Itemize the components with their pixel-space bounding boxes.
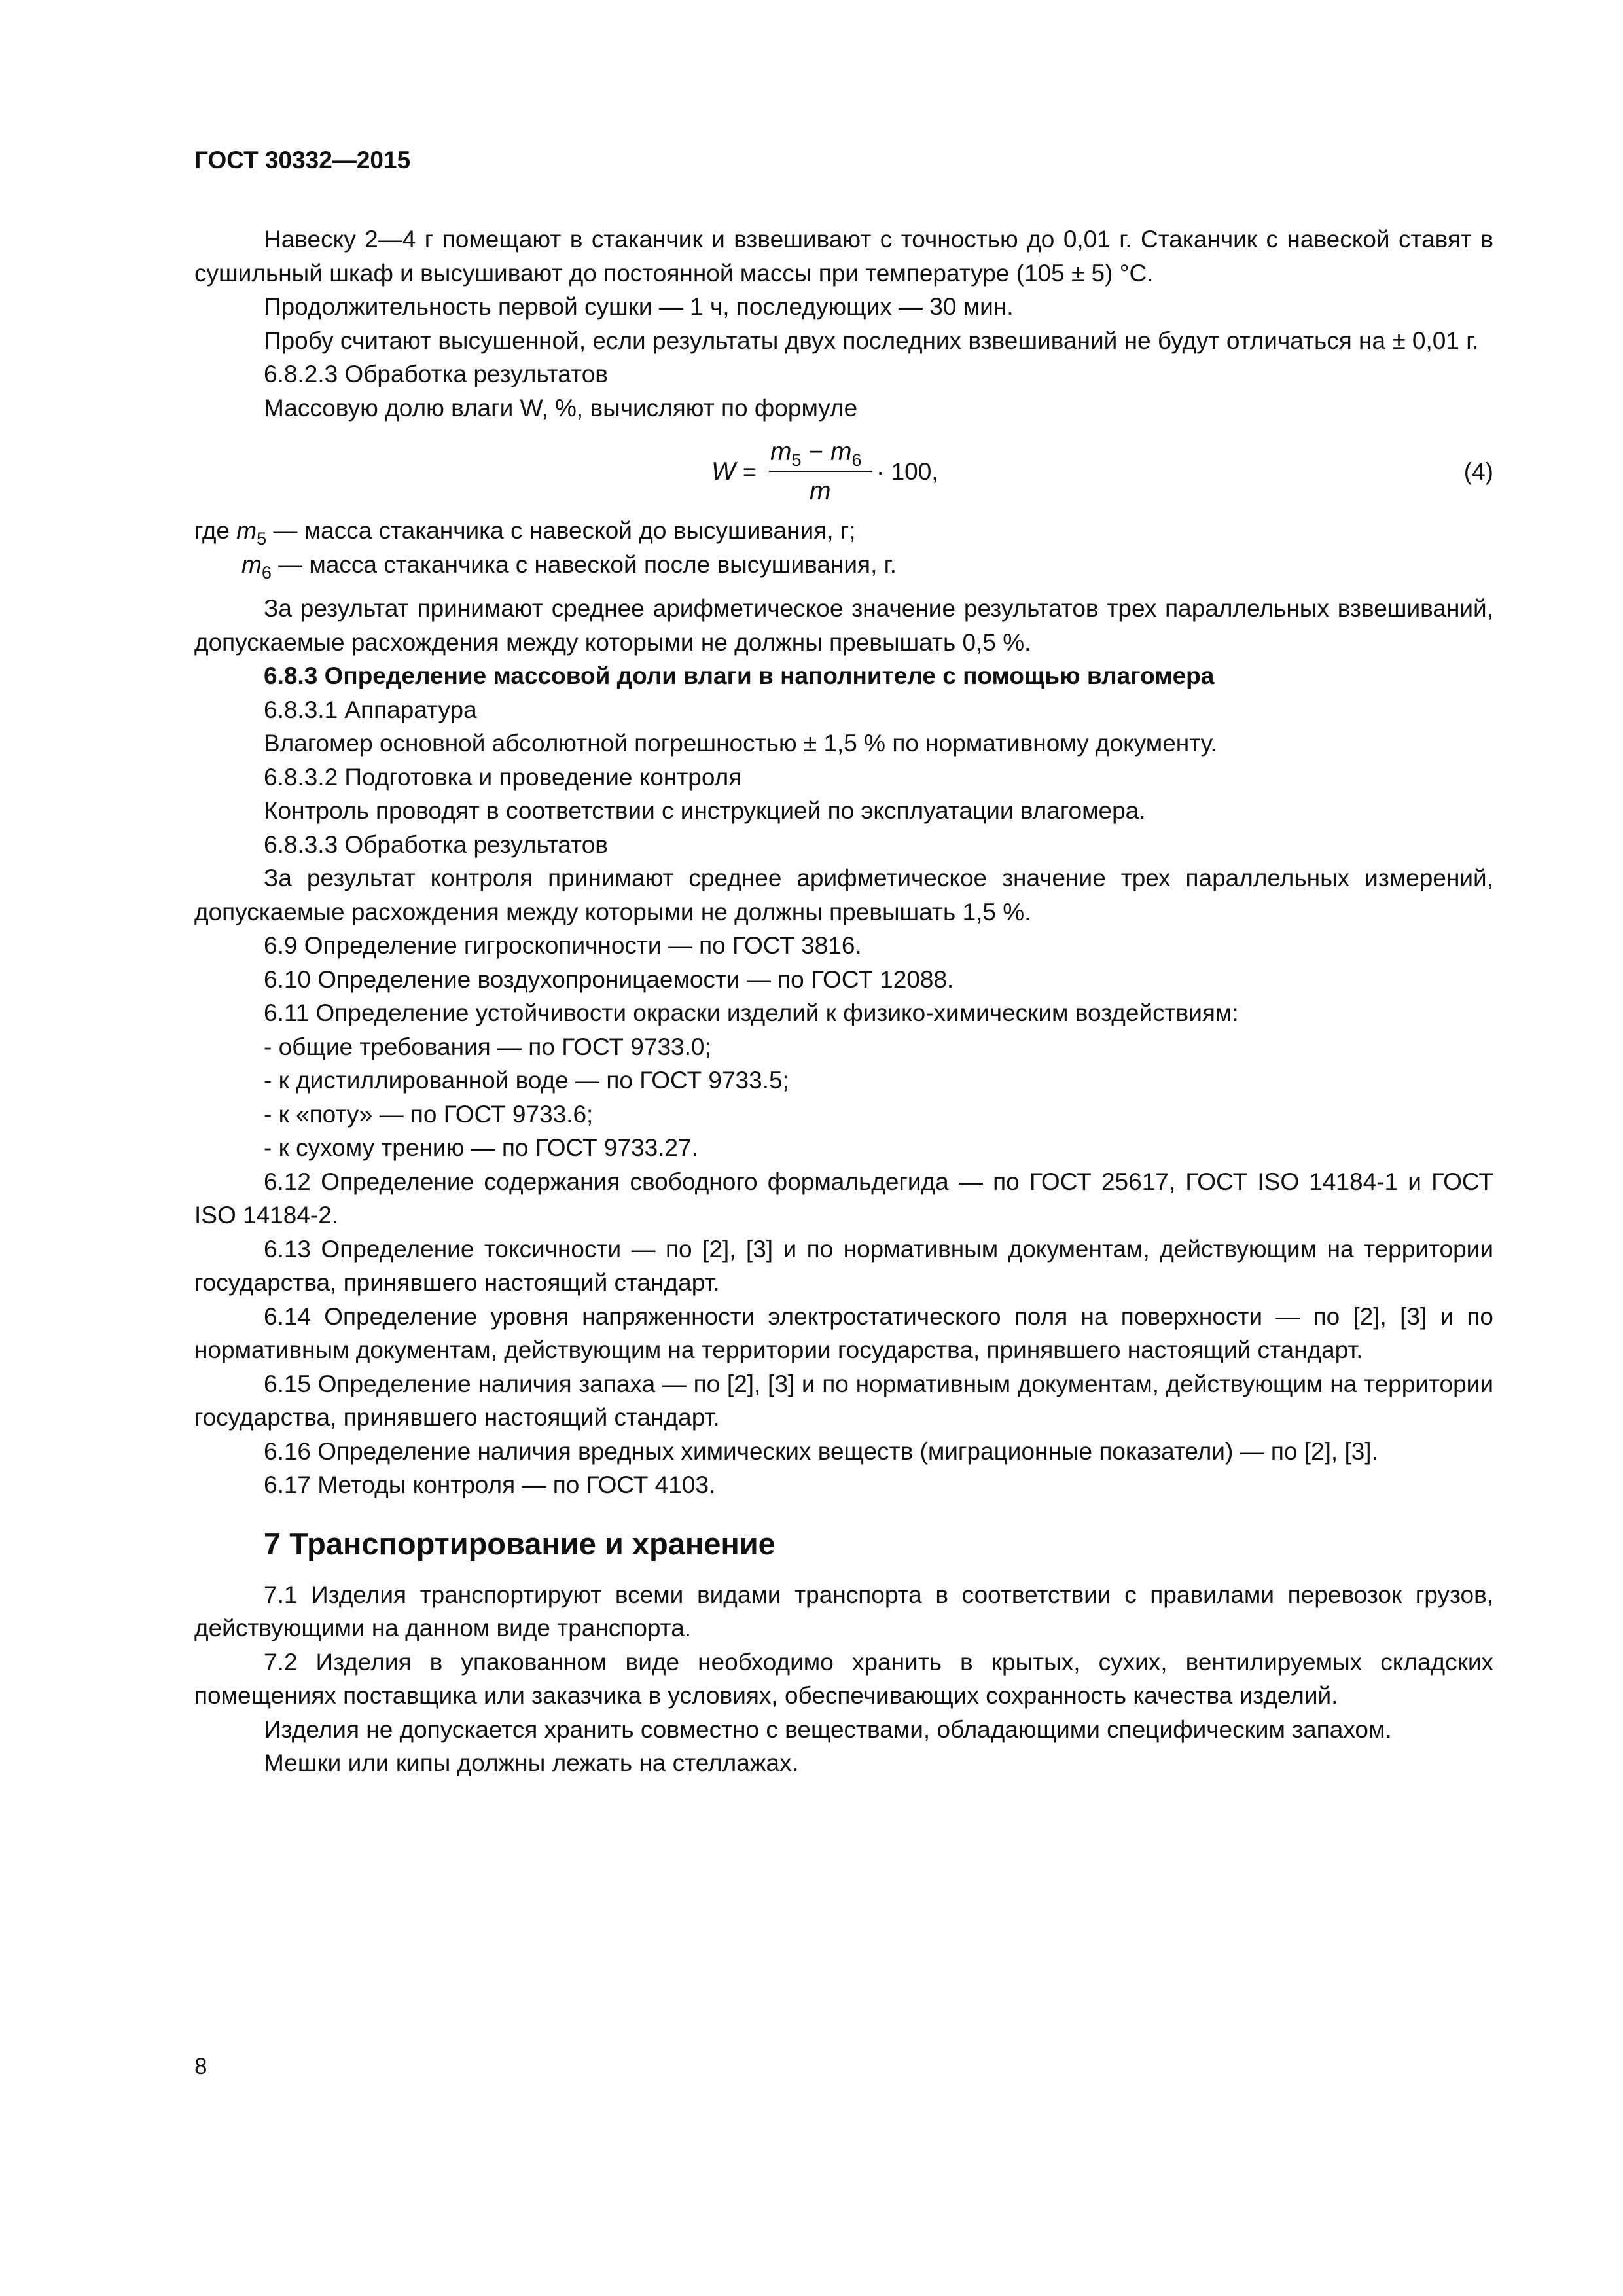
document-header: ГОСТ 30332—2015: [194, 147, 411, 173]
subsection-heading: 6.8.3.1 Аппаратура: [264, 696, 477, 723]
paragraph: 7.2 Изделия в упакованном виде необходимо хранить в крытых, сухих, вентилируемых складских помещениях поставщика или заказчика в условиях, обеспечивающих сохранность качества изделий.: [194, 1648, 1493, 1709]
where-line: [194, 514, 1493, 548]
formula-lhs: W: [711, 457, 736, 486]
paragraph: Контроль проводят в соответствии с инструкцией по эксплуатации влагомера.: [264, 797, 1146, 824]
paragraph: 6.16 Определение наличия вредных химических веществ (миграционные показатели) — по [2], [3].: [264, 1437, 1378, 1465]
formula-block: [194, 434, 1493, 510]
paragraph: Продолжительность первой сушки — 1 ч, последующих — 30 мин.: [264, 293, 1014, 320]
where-sub: 6: [261, 562, 272, 583]
formula: [711, 434, 973, 510]
paragraph: 6.10 Определение воздухопроницаемости — по ГОСТ 12088.: [264, 965, 954, 993]
subsection-heading: 6.8.3 Определение массовой доли влаги в наполнителе с помощью влагомера: [264, 662, 1215, 689]
subsection-heading: 6.8.2.3 Обработка результатов: [264, 361, 608, 387]
paragraph: 6.17 Методы контроля — по ГОСТ 4103.: [264, 1471, 716, 1498]
fraction-bar: [769, 471, 872, 472]
page-number: 8: [194, 2054, 207, 2079]
list-item: - к «поту» — по ГОСТ 9733.6;: [264, 1100, 594, 1128]
list-item: - к дистиллированной воде — по ГОСТ 9733.5;: [264, 1067, 789, 1094]
subsection-heading: 6.8.3.2 Подготовка и проведение контроля: [264, 763, 742, 791]
paragraph: Изделия не допускается хранить совместно с веществами, обладающими специфическим запахом.: [264, 1715, 1392, 1743]
where-text: — масса стаканчика с навеской после высушивания, г.: [278, 550, 897, 578]
list-item: - к сухому трению — по ГОСТ 9733.27.: [264, 1134, 698, 1161]
spacer: [194, 581, 1493, 592]
paragraph: Мешки или кипы должны лежать на стеллажах.: [264, 1749, 798, 1776]
paragraph: За результат принимают среднее арифметическое значение результатов трех параллельных взвешиваний, допускаемые расхождения между которыми не должны превышать 0,5 %.: [194, 595, 1493, 656]
where-sub: 5: [257, 529, 267, 548]
formula-minus: −: [801, 438, 830, 466]
formula-sub: 5: [791, 450, 802, 470]
formula-equals: =: [743, 458, 757, 485]
paragraph: Влагомер основной абсолютной погрешностью ± 1,5 % по нормативному документу.: [264, 730, 1217, 757]
where-text: — масса стаканчика с навеской до высушивания, г;: [273, 517, 856, 544]
paragraph: 6.9 Определение гигроскопичности — по ГОСТ 3816.: [264, 932, 862, 959]
formula-number: (4): [1463, 458, 1493, 485]
paragraph: 6.15 Определение наличия запаха — по [2], [3] и по нормативным документам, действующим на территории государства, принявшего настоящий стандарт.: [194, 1370, 1493, 1431]
formula-var: m: [830, 438, 852, 466]
document-body: [194, 223, 1493, 1780]
paragraph: За результат контроля принимают среднее арифметическое значение трех параллельных измерений, допускаемые расхождения между которыми не должны превышать 1,5 %.: [194, 865, 1493, 925]
where-line: [194, 548, 1493, 582]
paragraph: 6.11 Определение устойчивости окраски изделий к физико-химическим воздействиям:: [264, 999, 1239, 1026]
where-var: m: [236, 517, 257, 544]
subsection-heading: 6.8.3.3 Обработка результатов: [264, 831, 608, 858]
paragraph: 7.1 Изделия транспортируют всеми видами транспорта в соответствии с правилами перевозок грузов, действующими на данном виде транспорта.: [194, 1581, 1493, 1641]
paragraph: 6.14 Определение уровня напряженности электростатического поля на поверхности — по [2], [3] и по нормативным документам, действующим на территории государства, принявшего настоящий стандарт.: [194, 1302, 1493, 1363]
where-prefix: где: [194, 517, 230, 544]
list-item: - общие требования — по ГОСТ 9733.0;: [264, 1033, 711, 1060]
formula-sub: 6: [851, 450, 862, 470]
formula-denominator: m: [810, 477, 831, 505]
paragraph: 6.12 Определение содержания свободного формальдегида — по ГОСТ 25617, ГОСТ ISO 14184-1 и ГОСТ ISO 14184-2.: [194, 1168, 1493, 1229]
where-var: m: [241, 550, 262, 578]
formula-tail: · 100,: [876, 458, 938, 485]
paragraph: Массовую долю влаги W, %, вычисляют по формуле: [264, 394, 858, 422]
paragraph: 6.13 Определение токсичности — по [2], [3] и по нормативным документам, действующим на территории государства, принявшего настоящий стандарт.: [194, 1235, 1493, 1296]
paragraph: Навеску 2—4 г помещают в стаканчик и взвешивают с точностью до 0,01 г. Стаканчик с навеской ставят в сушильный шкаф и высушивают до постоянной массы при температуре (105 ± 5) °С.: [194, 226, 1493, 287]
formula-var: m: [770, 438, 792, 466]
formula-numerator: [770, 435, 862, 469]
paragraph: Пробу считают высушенной, если результаты двух последних взвешиваний не будут отличаться на ± 0,01 г.: [264, 327, 1479, 354]
section-heading: 7 Транспортирование и хранение: [264, 1526, 776, 1561]
